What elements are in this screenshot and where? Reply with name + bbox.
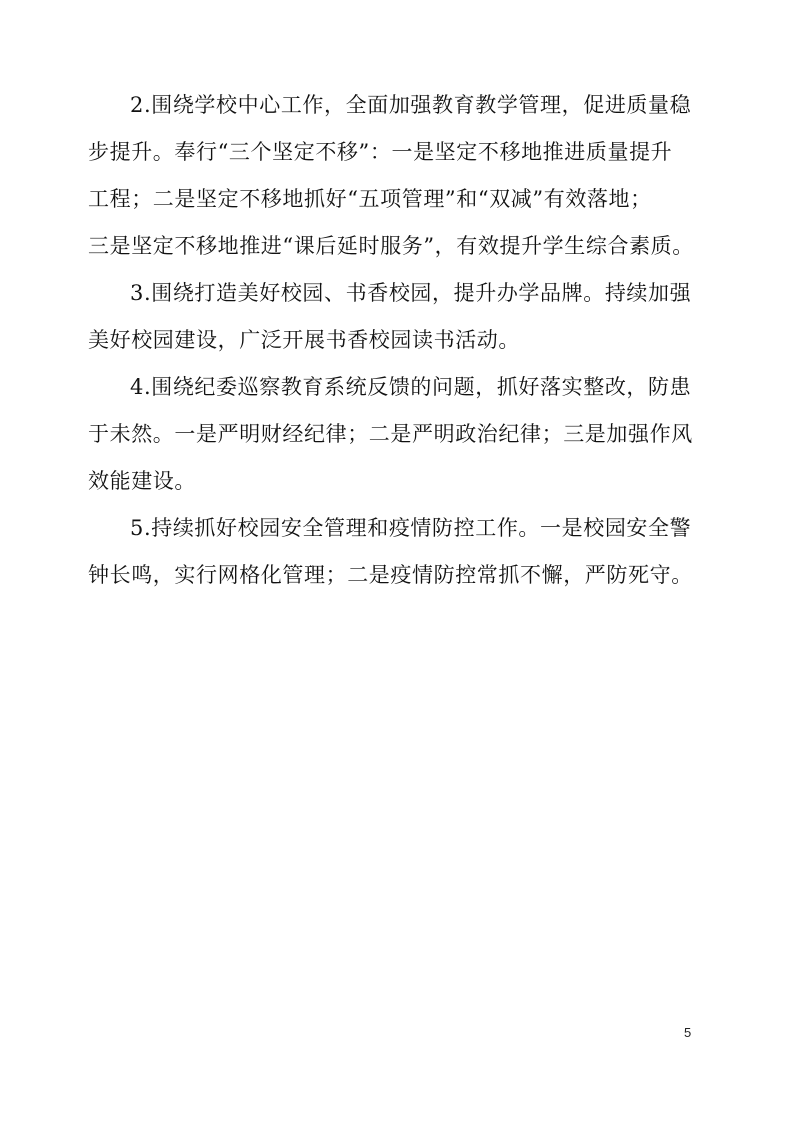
paragraph-2-line-4: 三是坚定不移地推进“课后延时服务”，有效提升学生综合素质。 — [88, 234, 694, 258]
document-body — [88, 82, 713, 599]
paragraph-4-line-2: 于未然。一是严明财经纪律；二是严明政治纪律；三是加强作风 — [88, 422, 693, 446]
paragraph-5-line-1: 5.持续抓好校园安全管理和疫情防控工作。一是校园安全警 — [130, 516, 692, 540]
paragraph-2-line-3: 工程；二是坚定不移地抓好“五项管理”和“双减”有效落地； — [88, 187, 652, 211]
paragraph-5-line-2: 钟长鸣，实行网格化管理；二是疫情防控常抓不懈，严防死守。 — [88, 563, 693, 587]
paragraph-3-line-2: 美好校园建设，广泛开展书香校园读书活动。 — [88, 328, 520, 352]
paragraph-2-line-2: 步提升。奉行“三个坚定不移”：一是坚定不移地推进质量提升 — [88, 140, 673, 164]
paragraph-3-line-1: 3.围绕打造美好校园、书香校园，提升办学品牌。持续加强 — [130, 281, 692, 305]
paragraph-2-line-1: 2.围绕学校中心工作，全面加强教育教学管理，促进质量稳 — [130, 93, 692, 117]
paragraph-4-line-3: 效能建设。 — [88, 469, 196, 493]
page-number: 5 — [684, 1025, 692, 1040]
paragraph-4-line-1: 4.围绕纪委巡察教育系统反馈的问题，抓好落实整改，防患 — [130, 375, 692, 399]
